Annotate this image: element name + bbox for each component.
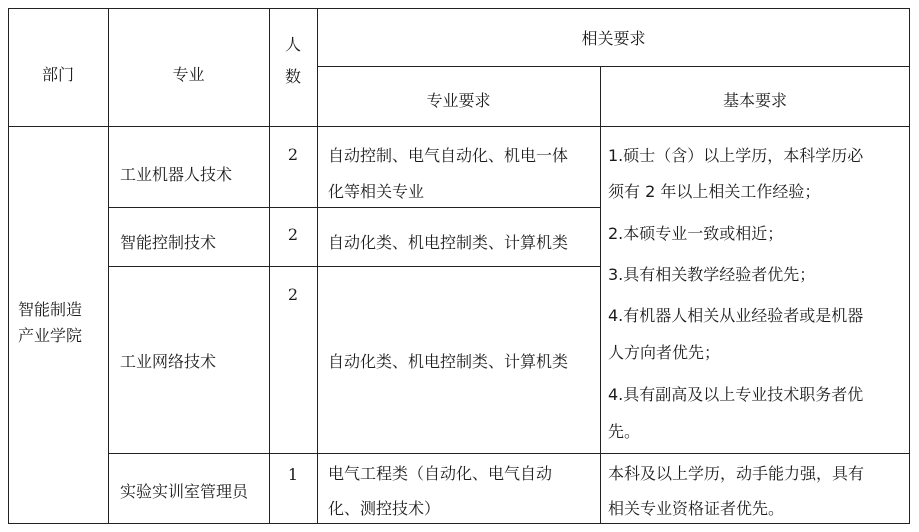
basic-line-1: 1.硕士（含）以上学历，本科学历必 xyxy=(608,146,864,165)
row1-req-2: 化等相关专业 xyxy=(328,182,425,201)
dept-name-1: 智能制造 xyxy=(18,300,83,319)
row2-req-1: 自动化类、机电控制类、计算机类 xyxy=(328,233,569,252)
row-divider-3 xyxy=(108,453,910,454)
header-major: 专业 xyxy=(172,65,205,84)
basic-line-2: 须有 2 年以上相关工作经验； xyxy=(608,182,821,201)
row3-req-1: 自动化类、机电控制类、计算机类 xyxy=(328,352,569,371)
dept-name-2: 产业学院 xyxy=(18,326,83,345)
basic-last-1: 本科及以上学历，动手能力强，具有 xyxy=(608,464,865,483)
row-divider-2 xyxy=(108,266,600,267)
row2-count: 2 xyxy=(287,225,299,244)
row2-major: 智能控制技术 xyxy=(120,233,217,252)
basic-line-7: 4.具有副高及以上专业技术职务者优 xyxy=(608,385,864,404)
row3-major: 工业网络技术 xyxy=(120,352,217,371)
basic-line-3: 2.本硕专业一致或相近； xyxy=(608,224,784,243)
row4-major: 实验实训室管理员 xyxy=(120,482,249,501)
row1-req-1: 自动控制、电气自动化、机电一体 xyxy=(328,146,569,165)
row1-count: 2 xyxy=(287,145,299,164)
row4-req-2: 化、测控技术） xyxy=(328,499,441,518)
basic-line-4: 3.具有相关教学经验者优先； xyxy=(608,265,816,284)
table-border-top xyxy=(8,8,910,9)
basic-line-5: 4.有机器人相关从业经验者或是机器 xyxy=(608,306,864,325)
row4-count: 1 xyxy=(287,465,299,484)
basic-line-8: 先。 xyxy=(608,422,641,441)
row1-major: 工业机器人技术 xyxy=(120,165,233,184)
header-bottom-line xyxy=(8,126,910,127)
row4-req-1: 电气工程类（自动化、电气自动 xyxy=(328,464,553,483)
header-related: 相关要求 xyxy=(581,29,646,48)
recruitment-table xyxy=(8,8,910,524)
header-divider xyxy=(317,66,910,67)
header-dept: 部门 xyxy=(41,65,74,84)
header-major-req: 专业要求 xyxy=(426,91,491,110)
header-basic-req: 基本要求 xyxy=(722,91,787,110)
col-divider-req xyxy=(600,66,601,524)
header-count-1: 人 xyxy=(284,35,301,54)
row3-count: 2 xyxy=(287,285,299,304)
basic-line-6: 人方向者优先； xyxy=(608,343,721,362)
basic-last-2: 相关专业资格证者优先。 xyxy=(608,499,785,518)
header-count-2: 数 xyxy=(284,67,301,86)
